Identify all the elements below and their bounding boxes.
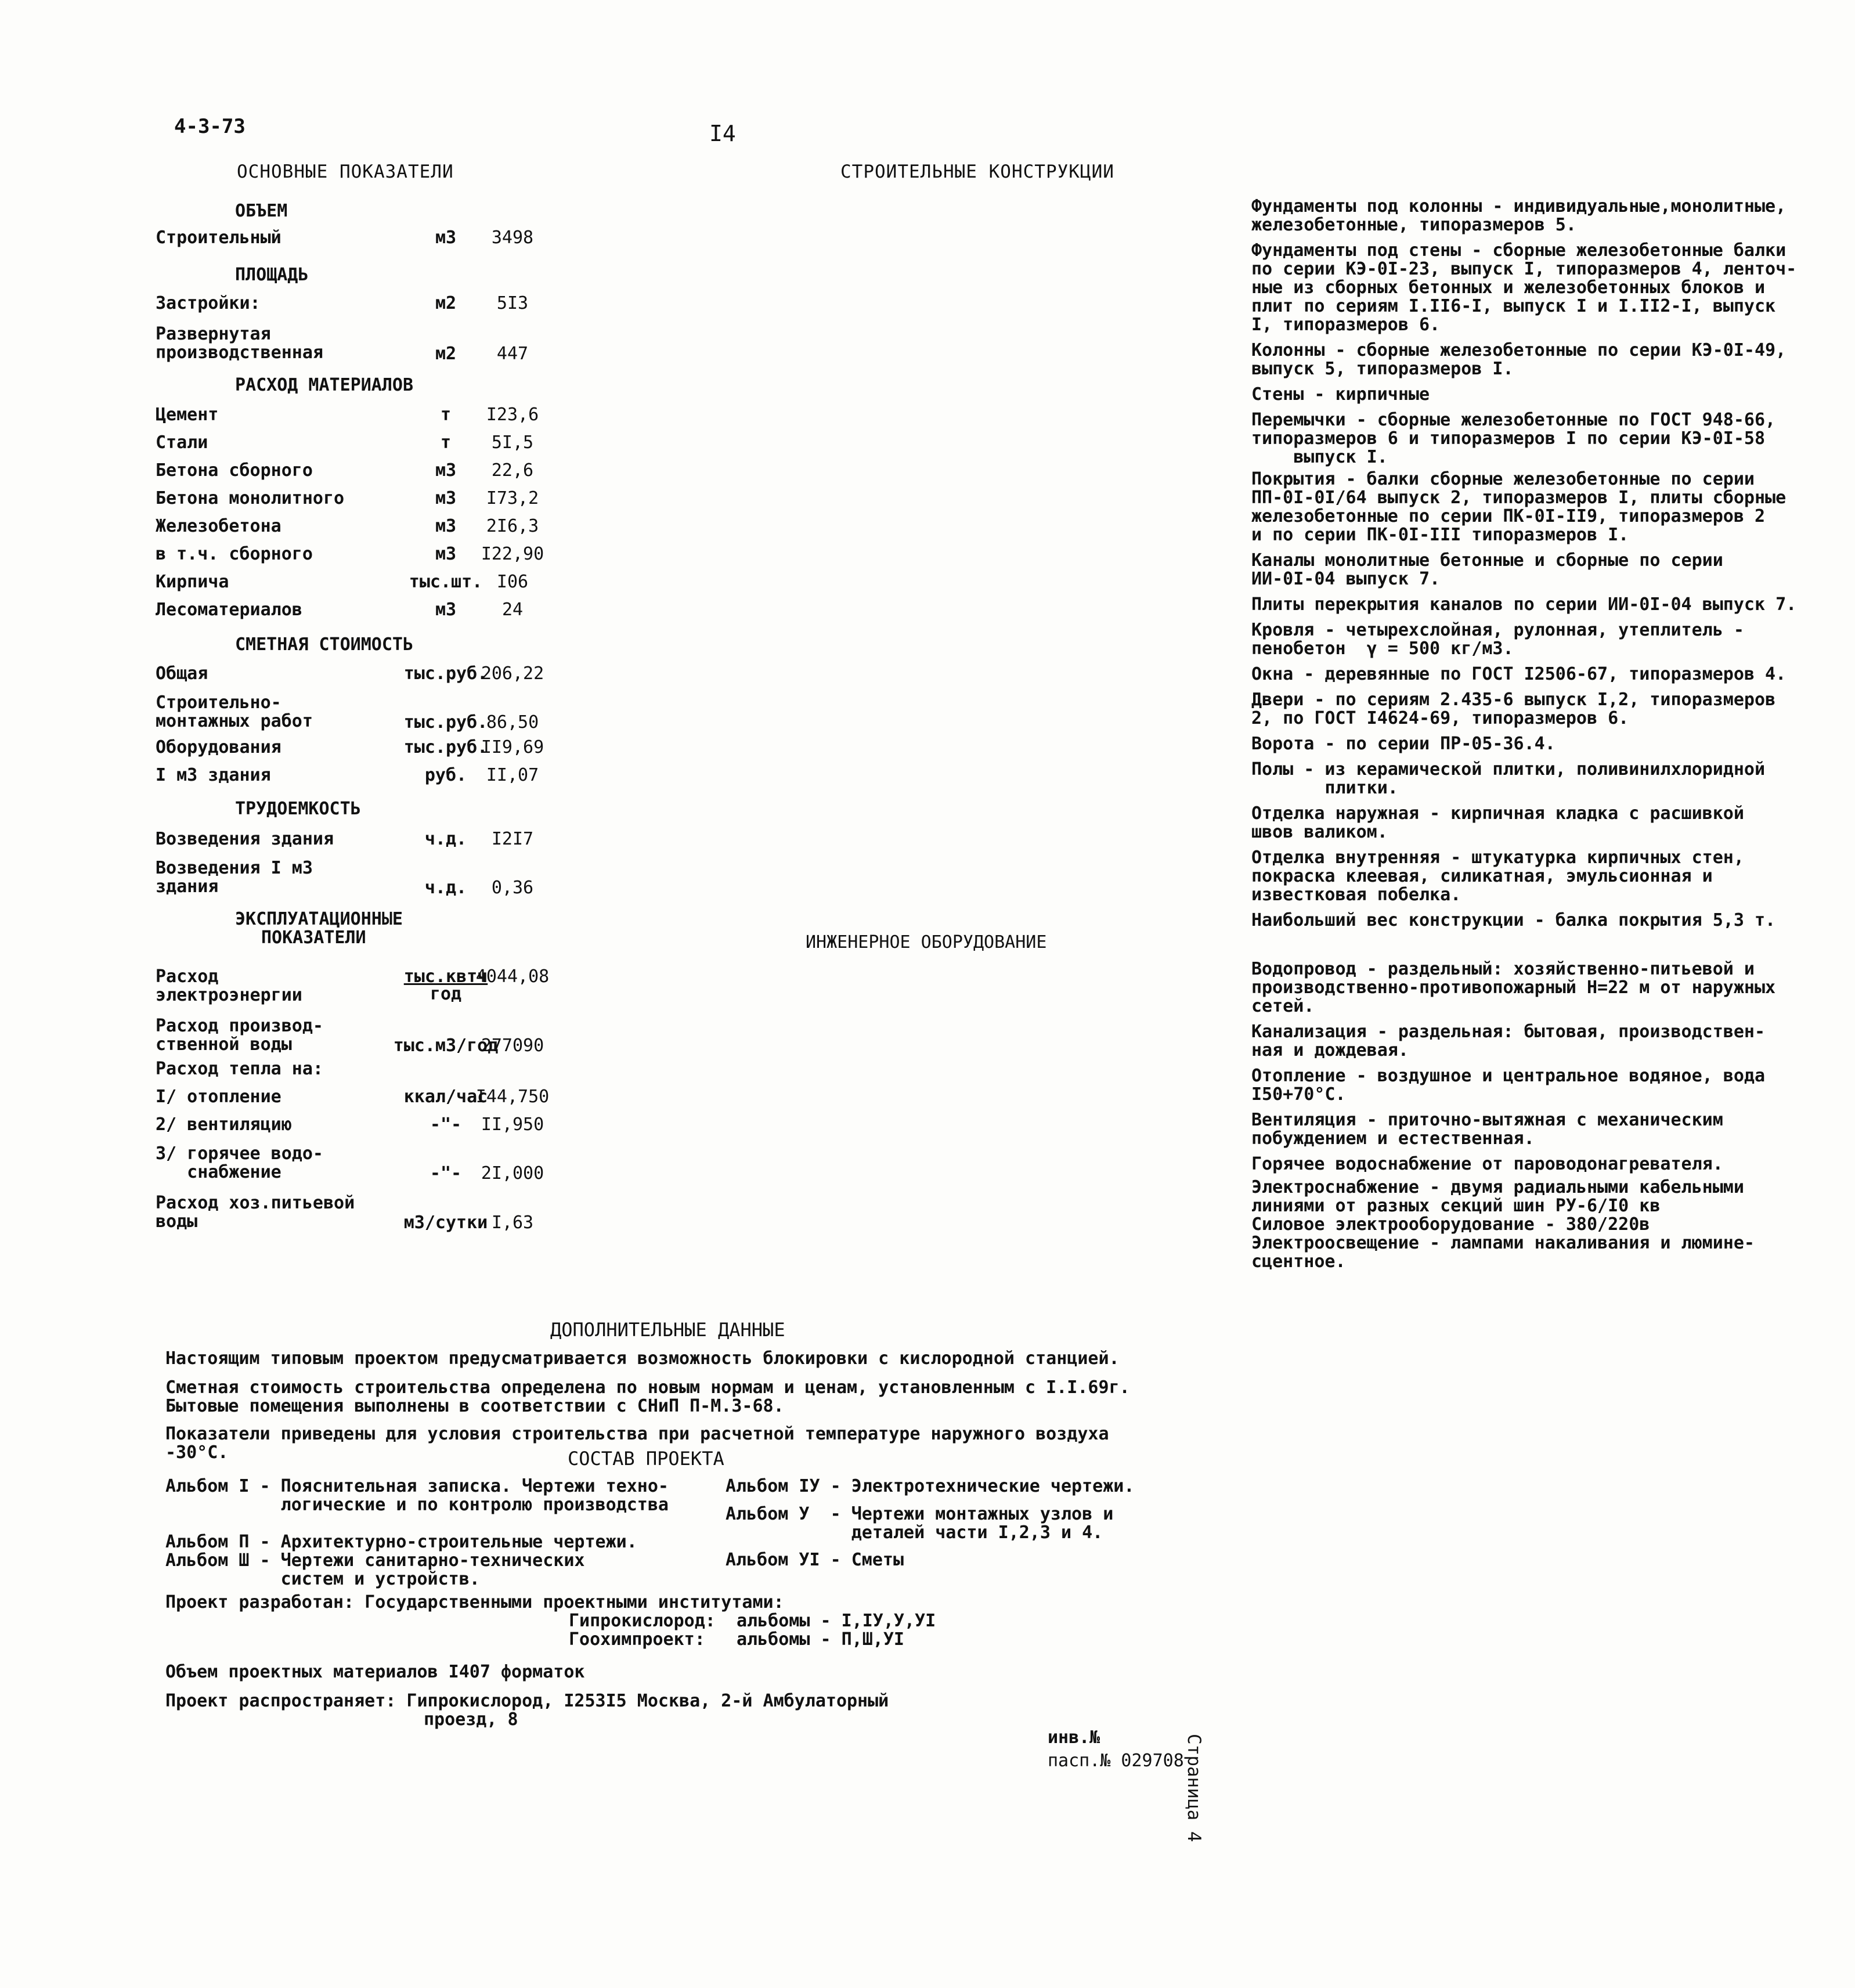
indicator-row: 2/ вентиляцию -"- II,950 <box>156 1114 544 1135</box>
construction-para: Отделка внутренняя - штукатурка кирпичных стен, покраска клеевая, силикатная, эмульсионная и известковая побелка. <box>1251 847 1744 905</box>
equipment-para: Вентиляция - приточно-вытяжная с механическим побуждением и естественная. <box>1251 1110 1723 1149</box>
equipment-para: Горячее водоснабжение от пароводонагревателя. <box>1251 1154 1723 1174</box>
extra-para: Показатели приведены для условия строительства при расчетной температуре наружного воздуха -30°С. <box>165 1424 1109 1463</box>
developer-line: Проект разработан: Государственными проектными институтами: <box>165 1592 784 1612</box>
labor-heading: ТРУДОЕМКОСТЬ <box>235 799 361 819</box>
indicator-row: Оборудования тыс.руб. II9,69 <box>156 737 544 757</box>
main-indicators-title: ОСНОВНЫЕ ПОКАЗАТЕЛИ <box>237 161 454 182</box>
equipment-para: Канализация - раздельная: бытовая, производствен- ная и дождевая. <box>1251 1022 1766 1060</box>
indicator-row: Расход производ- ственной воды тыс.м3/год 277090 <box>156 1016 544 1056</box>
indicator-row: Расход электроэнергии тыс.квтч год 4044,08 <box>156 966 550 1005</box>
construction-para: Двери - по сериям 2.435-6 выпуск I,2, типоразмеров 2, по ГОСТ I4624-69, типоразмеров 6. <box>1251 690 1776 728</box>
materials-heading: РАСХОД МАТЕРИАЛОВ <box>235 375 414 395</box>
indicator-row: Цемент т I23,6 <box>156 405 539 425</box>
equipment-para: Электроснабжение - двумя радиальными кабельными линиями от разных секций шин РУ-6/I0 кв Силовое электрооборудование - 380/220в Электроосвещение - лампами накаливания и люмине- сцентное. <box>1251 1177 1755 1272</box>
indicator-row: Застройки: м2 5I3 <box>156 293 529 313</box>
extra-para: Сметная стоимость строительства определена по новым нормам и ценам, установленным с I.I.69г. Бытовые помещения выполнены в соответствии с СНиП П-М.3-68. <box>165 1377 1130 1416</box>
distributor-line: Проект распространяет: Гипрокислород, I253I5 Москва, 2-й Амбулаторный <box>165 1691 889 1711</box>
volume-heading: ОБЪЕМ <box>235 201 288 221</box>
construction-para: Окна - деревянные по ГОСТ I2506-67, типоразмеров 4. <box>1251 664 1787 684</box>
construction-para: Покрытия - балки сборные железобетонные по серии ПП-0I-0I/64 выпуск 2, типоразмеров I, плиты сборные железобетонные по серии ПК-0I-II9, типоразмеров 2 и по серии ПК-0I-III типоразмеров I. <box>1251 469 1787 545</box>
construction-para: Полы - из керамической плитки, поливинилхлоридной плитки. <box>1251 759 1766 798</box>
indicator-row: Строительно- монтажных работ тыс.руб. 86,50 <box>156 692 539 733</box>
heat-heading: Расход тепла на: <box>156 1059 323 1079</box>
equipment-para: Отопление - воздушное и центральное водяное, вода I50+70°С. <box>1251 1066 1766 1105</box>
indicator-row: Лесоматериалов м3 24 <box>156 600 524 620</box>
albums-left: Альбом I - Пояснительная записка. Чертежи техно- логические и по контролю производства Альбом П - Архитектурно-строительные чертежи. Альбом Ш - Чертежи санитарно-технических систем и устройств. <box>165 1476 669 1589</box>
constructions-title: СТРОИТЕЛЬНЫЕ КОНСТРУКЦИИ <box>840 161 1114 182</box>
equipment-title: ИНЖЕНЕРНОЕ ОБОРУДОВАНИЕ <box>806 932 1047 952</box>
developer-line: Гоохимпроект: альбомы - П,Ш,УI <box>569 1629 904 1650</box>
indicator-row: Кирпича тыс.шт. I06 <box>156 572 529 592</box>
indicator-row: Бетона монолитного м3 I73,2 <box>156 488 539 508</box>
indicator-row: в т.ч. сборного м3 I22,90 <box>156 544 544 564</box>
cost-heading: СМЕТНАЯ СТОИМОСТЬ <box>235 634 414 655</box>
construction-para: Отделка наружная - кирпичная кладка с расшивкой швов валиком. <box>1251 803 1744 842</box>
extra-para: Настоящим типовым проектом предусматривается возможность блокировки с кислородной станцией. <box>165 1348 1120 1369</box>
side-page-label: Страница 4 <box>1183 1734 1204 1842</box>
indicator-row: Развернутая производственная м2 447 <box>156 324 529 364</box>
construction-para: Фундаменты под стены - сборные железобетонные балки по серии КЭ-0I-23, выпуск I, типоразмеров 4, ленточ- ные из сборных бетонных и железобетонных блоков и плит по сериям I.II6-I, выпуск I и I.II2-I, выпуск I, типоразмеров 6. <box>1251 240 1797 335</box>
passport-number: пасп.№ 029708 <box>1048 1751 1184 1771</box>
indicator-row: Бетона сборного м3 22,6 <box>156 460 534 481</box>
indicator-row: Возведения здания ч.д. I2I7 <box>156 829 534 849</box>
distributor-line: проезд, 8 <box>424 1709 518 1730</box>
materials-volume: Объем проектных материалов I407 форматок <box>165 1662 585 1682</box>
indicator-row: I/ отопление ккал/час I44,750 <box>156 1087 550 1107</box>
indicator-row: 3/ горячее водо- снабжение -"- 2I,000 <box>156 1143 544 1184</box>
inventory-number: инв.№ <box>1048 1727 1100 1748</box>
album-5: Альбом У - Чертежи монтажных узлов и деталей части I,2,3 и 4. <box>726 1504 1114 1543</box>
indicator-row: Железобетона м3 2I6,3 <box>156 516 539 536</box>
extra-data-title: ДОПОЛНИТЕЛЬНЫЕ ДАННЫЕ <box>550 1319 785 1341</box>
area-heading: ПЛОЩАДЬ <box>235 265 309 285</box>
developer-line: Гипрокислород: альбомы - I,IУ,У,УI <box>569 1611 936 1631</box>
construction-para: Колонны - сборные железобетонные по серии КЭ-0I-49, выпуск 5, типоразмеров I. <box>1251 340 1787 379</box>
indicator-row: I м3 здания руб. II,07 <box>156 765 539 785</box>
construction-para: Ворота - по серии ПР-05-36.4. <box>1251 734 1556 754</box>
construction-para: Плиты перекрытия каналов по серии ИИ-0I-04 выпуск 7. <box>1251 594 1797 615</box>
indicator-row: Строительный м3 3498 <box>156 228 534 248</box>
album-6: Альбом УI - Сметы <box>726 1550 904 1570</box>
page-number: I4 <box>709 121 736 146</box>
construction-para: Перемычки - сборные железобетонные по ГОСТ 948-66, типоразмеров 6 и типоразмеров I по серии КЭ-0I-58 выпуск I. <box>1251 410 1776 467</box>
constructions-list <box>626 196 1797 1272</box>
construction-para: Кровля - четырехслойная, рулонная, утеплитель - пенобетон γ = 500 кг/м3. <box>1251 620 1744 659</box>
album-4: Альбом IУ - Электротехнические чертежи. <box>726 1476 1135 1496</box>
indicator-row: Расход хоз.питьевой воды м3/сутки I,63 <box>156 1193 534 1233</box>
construction-para: Фундаменты под колонны - индивидуальные,монолитные, железобетонные, типоразмеров 5. <box>1251 196 1787 235</box>
equipment-para: Водопровод - раздельный: хозяйственно-питьевой и производственно-противопожарный Н=22 м от наружных сетей. <box>1251 959 1776 1016</box>
construction-para: Наибольший вес конструкции - балка покрытия 5,3 т. <box>1251 910 1776 930</box>
composition-title: СОСТАВ ПРОЕКТА <box>568 1448 724 1470</box>
construction-para: Стены - кирпичные <box>1251 384 1430 405</box>
indicator-row: Стали т 5I,5 <box>156 432 534 453</box>
operation-heading: ЭКСПЛУАТАЦИОННЫЕ <box>235 909 403 929</box>
indicator-row: Общая тыс.руб. 206,22 <box>156 663 544 684</box>
construction-para: Каналы монолитные бетонные и сборные по серии ИИ-0I-04 выпуск 7. <box>1251 550 1723 589</box>
document-number: 4-3-73 <box>174 115 246 138</box>
indicator-row: Возведения I м3 здания ч.д. 0,36 <box>156 858 534 898</box>
operation-heading-2: ПОКАЗАТЕЛИ <box>261 928 366 948</box>
